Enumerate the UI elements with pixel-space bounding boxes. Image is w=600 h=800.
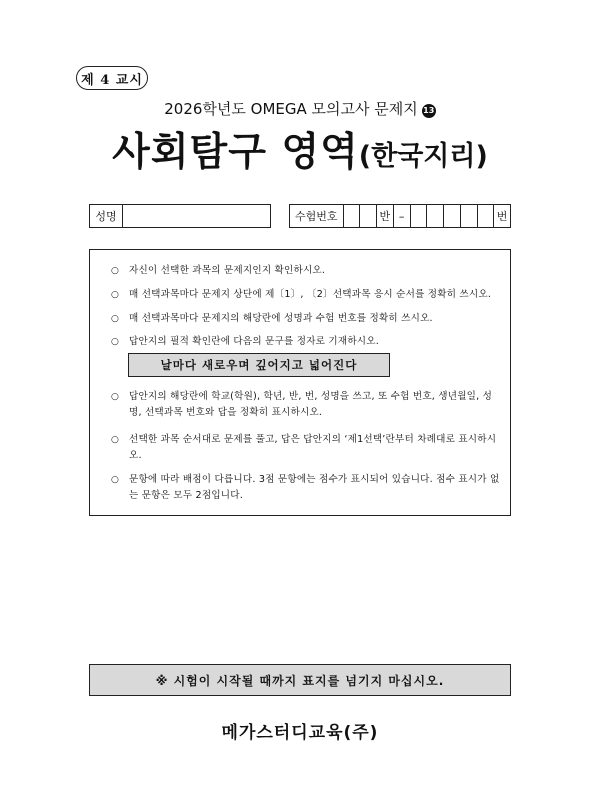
number-label: 번 <box>496 210 508 223</box>
notice-banner <box>89 664 511 696</box>
booklet-number-badge: 13 <box>422 104 436 118</box>
instruction-text: 선택한 과목 순서대로 문제를 풀고, 답은 답안지의 ‘제1선택’란부터 차례대로 표시하시오. <box>129 434 497 461</box>
dash-separator: – <box>394 205 411 227</box>
period-label: 제 4 교시 <box>81 72 143 88</box>
exam-number-label: 수험번호 <box>290 205 344 227</box>
class-label: 반 <box>377 205 394 227</box>
handwriting-phrase: 날마다 새로우며 깊어지고 넓어진다 <box>160 358 358 372</box>
exam-number-cell[interactable] <box>461 205 478 227</box>
bullet-icon: ○ <box>111 435 120 445</box>
bullet-icon: ○ <box>111 337 120 347</box>
bullet-icon: ○ <box>111 314 120 324</box>
bullet-icon: ○ <box>111 475 120 485</box>
bullet-icon: ○ <box>111 392 120 402</box>
exam-number-cell[interactable] <box>427 205 444 227</box>
instruction-item <box>111 389 503 421</box>
instruction-item <box>111 287 503 303</box>
instruction-item <box>111 263 503 279</box>
publisher-name: 메가스터디교육(주) <box>221 723 379 743</box>
notice-text: ※ 시험이 시작될 때까지 표지를 넘기지 마십시오. <box>155 673 445 688</box>
instruction-text: 매 선택과목마다 문제지의 해당란에 성명과 수험 번호를 정확히 쓰시오. <box>129 313 433 324</box>
instruction-text: 자신이 선택한 과목의 문제지인지 확인하시오. <box>129 265 326 276</box>
exam-title-line <box>0 99 600 119</box>
instruction-text: 매 선택과목마다 문제지 상단에 제〔1〕, 〔2〕선택과목 응시 순서를 정확히 쓰시오. <box>129 289 492 300</box>
instruction-item <box>111 432 503 464</box>
exam-number-field <box>289 204 511 228</box>
name-field <box>89 204 271 228</box>
bullet-icon: ○ <box>111 290 120 300</box>
instructions-box <box>89 249 511 516</box>
bullet-icon: ○ <box>111 266 120 276</box>
name-label: 성명 <box>90 205 123 227</box>
exam-number-cell[interactable] <box>344 205 361 227</box>
exam-number-cell[interactable] <box>360 205 377 227</box>
exam-number-cell[interactable] <box>411 205 428 227</box>
instruction-text: 답안지의 해당란에 학교(학원), 학년, 반, 번, 성명을 쓰고, 또 수험 번호, 생년월일, 성명, 선택과목 번호와 답을 정확히 표시하시오. <box>129 391 493 418</box>
name-input[interactable] <box>123 205 270 227</box>
period-badge <box>76 66 148 90</box>
instruction-item <box>111 311 503 327</box>
instruction-item <box>111 334 503 350</box>
subject-main: 사회탐구 영역 <box>112 130 359 175</box>
instruction-item <box>111 472 503 504</box>
exam-number-cell[interactable] <box>478 205 495 227</box>
instruction-text: 답안지의 필적 확인란에 다음의 문구를 정자로 기재하시오. <box>129 336 379 347</box>
instruction-text: 문항에 따라 배점이 다릅니다. 3점 문항에는 점수가 표시되어 있습니다. 점수 표시가 없는 문항은 모두 2점입니다. <box>129 474 500 501</box>
exam-title: 2026학년도 OMEGA 모의고사 문제지 <box>164 100 418 118</box>
exam-number-cell[interactable] <box>444 205 461 227</box>
subject-title <box>0 128 600 185</box>
handwriting-phrase-box <box>128 353 390 377</box>
subject-sub: (한국지리) <box>358 141 488 172</box>
